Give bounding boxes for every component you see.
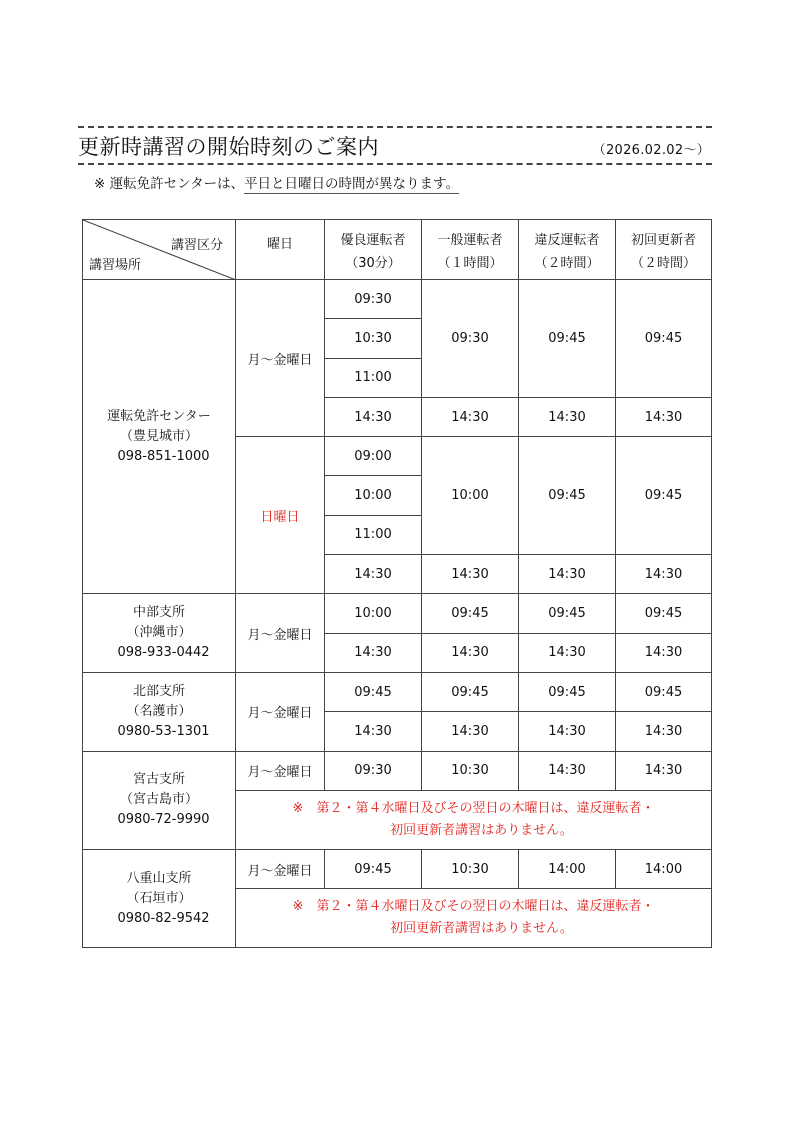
venue-cell-hokubu — [83, 672, 236, 751]
schedule-table — [82, 219, 712, 948]
time-cell: 14:30 — [325, 397, 422, 436]
time-cell: 09:30 — [325, 280, 422, 319]
time-cell: 14:30 — [519, 633, 616, 672]
time-cell: 09:30 — [422, 280, 519, 398]
venue-label: 講習場所 — [89, 258, 142, 273]
time-cell: 09:45 — [616, 594, 712, 633]
column-header-ippan: 一般運転者 （１時間） — [422, 220, 519, 280]
table-row — [83, 849, 712, 888]
time-cell: 14:30 — [422, 555, 519, 594]
column-header-ihan: 違反運転者 （２時間） — [519, 220, 616, 280]
miyako-note: ※ 第２・第４水曜日及びその翌日の木曜日は、違反運転者・ 初回更新者講習はありません。 — [236, 790, 712, 849]
day-cell: 月～金曜日 — [236, 751, 325, 790]
venue-name: 運転免許センター — [107, 408, 211, 424]
venue-city: （名護市） — [126, 703, 192, 719]
time-cell: 10:00 — [325, 594, 422, 633]
venue-phone: 098-851-1000 — [117, 448, 210, 464]
time-cell: 11:00 — [325, 515, 422, 554]
day-cell-sunday: 日曜日 — [236, 437, 325, 594]
venue-cell-miyako — [83, 751, 236, 849]
time-cell: 10:00 — [325, 476, 422, 515]
venue-name: 宮古支所 — [132, 772, 185, 788]
time-cell: 14:30 — [422, 397, 519, 436]
header-row — [83, 220, 712, 280]
time-cell: 14:30 — [616, 751, 712, 790]
column-header-shokai: 初回更新者 （２時間） — [616, 220, 712, 280]
time-cell: 10:00 — [422, 437, 519, 555]
time-cell: 14:30 — [422, 712, 519, 751]
corner-header-cell — [83, 220, 236, 280]
column-header-day: 曜日 — [236, 220, 325, 280]
yaeyama-note: ※ 第２・第４水曜日及びその翌日の木曜日は、違反運転者・ 初回更新者講習はありません。 — [236, 889, 712, 948]
time-cell: 14:30 — [519, 751, 616, 790]
time-cell: 09:45 — [422, 672, 519, 711]
time-cell: 10:30 — [422, 849, 519, 888]
time-cell: 09:45 — [519, 594, 616, 633]
venue-city: （豊見城市） — [119, 428, 198, 444]
time-cell: 09:45 — [519, 672, 616, 711]
center-notice-underlined: 平日と日曜日の時間が異なります。 — [244, 176, 459, 192]
course-type-label: 講習区分 — [170, 238, 223, 253]
venue-phone: 098-933-0442 — [117, 645, 210, 661]
venue-phone: 0980-82-9542 — [117, 910, 210, 926]
venue-city: （石垣市） — [126, 890, 192, 906]
venue-cell-center — [83, 280, 236, 594]
time-cell: 14:30 — [325, 633, 422, 672]
time-cell: 14:30 — [325, 712, 422, 751]
time-cell: 11:00 — [325, 358, 422, 397]
center-notice-prefix: ※ 運転免許センターは、 — [94, 176, 245, 192]
table-row — [83, 751, 712, 790]
time-cell: 14:00 — [616, 849, 712, 888]
venue-name: 北部支所 — [132, 683, 185, 699]
time-cell: 09:45 — [519, 280, 616, 398]
day-cell: 月～金曜日 — [236, 672, 325, 751]
time-cell: 10:30 — [422, 751, 519, 790]
time-cell: 09:45 — [616, 437, 712, 555]
time-cell: 09:30 — [325, 751, 422, 790]
table-row — [83, 594, 712, 633]
time-cell: 14:30 — [616, 712, 712, 751]
top-dashed-divider — [78, 126, 712, 128]
effective-date: （2026.02.02～） — [592, 143, 710, 158]
time-cell: 09:45 — [616, 672, 712, 711]
venue-phone: 0980-53-1301 — [117, 723, 210, 739]
time-cell: 14:30 — [325, 555, 422, 594]
time-cell: 14:30 — [422, 633, 519, 672]
time-cell: 14:30 — [616, 397, 712, 436]
time-cell: 09:00 — [325, 437, 422, 476]
center-notice — [94, 172, 459, 192]
day-cell: 月～金曜日 — [236, 594, 325, 673]
venue-city: （沖縄市） — [126, 625, 192, 641]
time-cell: 09:45 — [325, 672, 422, 711]
day-cell: 月～金曜日 — [236, 280, 325, 437]
time-cell: 14:30 — [616, 633, 712, 672]
time-cell: 14:30 — [519, 712, 616, 751]
venue-name: 中部支所 — [132, 605, 185, 621]
time-cell: 14:00 — [519, 849, 616, 888]
time-cell: 14:30 — [519, 555, 616, 594]
bottom-dashed-divider — [78, 163, 712, 165]
venue-cell-chubu — [83, 594, 236, 673]
venue-city: （宮古島市） — [119, 792, 198, 808]
time-cell: 09:45 — [325, 849, 422, 888]
time-cell: 09:45 — [519, 437, 616, 555]
venue-phone: 0980-72-9990 — [117, 812, 210, 828]
table-row — [83, 280, 712, 319]
time-cell: 10:30 — [325, 319, 422, 358]
table-row — [83, 672, 712, 711]
time-cell: 09:45 — [616, 280, 712, 398]
day-cell: 月～金曜日 — [236, 849, 325, 888]
column-header-yuryo: 優良運転者 （30分） — [325, 220, 422, 280]
time-cell: 14:30 — [616, 555, 712, 594]
venue-cell-yaeyama — [83, 849, 236, 947]
time-cell: 14:30 — [519, 397, 616, 436]
page-title: 更新時講習の開始時刻のご案内 — [78, 135, 379, 159]
time-cell: 09:45 — [422, 594, 519, 633]
venue-name: 八重山支所 — [126, 870, 192, 886]
